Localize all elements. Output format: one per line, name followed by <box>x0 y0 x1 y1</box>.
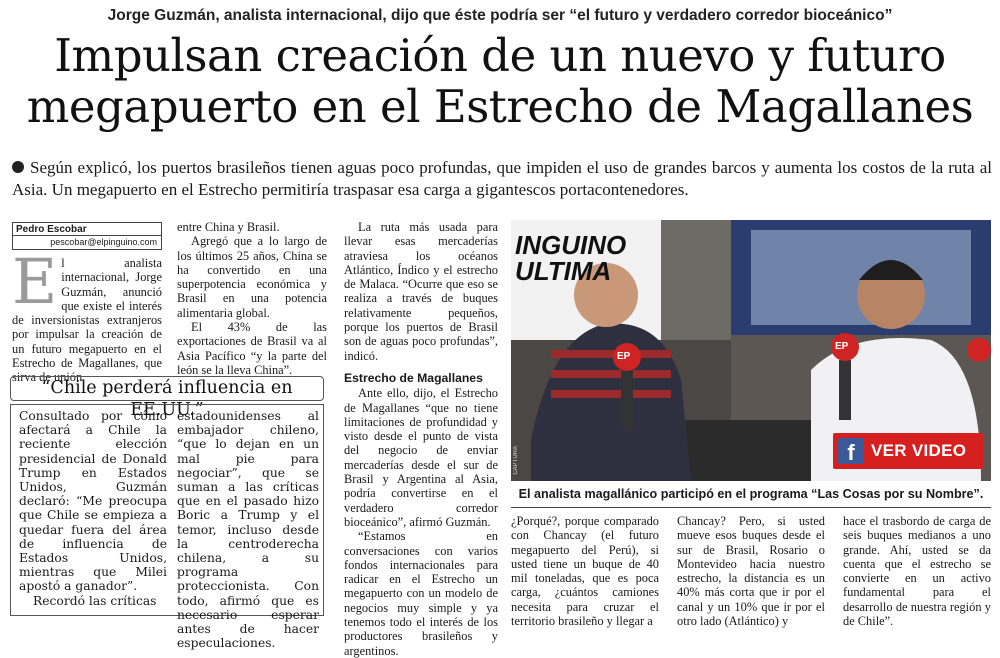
author-name: Pedro Escobar <box>13 223 161 236</box>
sidebar-box-column-left <box>19 409 167 608</box>
ver-video-button[interactable] <box>833 433 983 469</box>
interview-photo <box>511 220 991 481</box>
section-subhead: Estrecho de Magallanes <box>344 370 483 385</box>
photo-caption: El analista magallánico participó en el programa “Las Cosas por su Nombre”. <box>518 487 984 501</box>
wall-sign-line-1: INGUINO <box>515 230 627 260</box>
lead-summary-text: Según explicó, los puertos brasileños tienen aguas poco profundas, que impiden el uso de grandes barcos y aumenta los costos de la ruta al Asia. Un megapuerto en el Estrecho permitiría traspasar esa carga a gigantescos portacontenedores. <box>12 158 992 199</box>
microphone-label: EP <box>617 351 631 362</box>
photo-credit-label: CAPTURA <box>513 446 519 475</box>
bullet-icon <box>12 161 24 173</box>
bottom-column-text: Chancay? Pero, si usted mueve esos buques desde el sur de Brasil, Rosario o Montevideo hacia nuestro estrecho, la distancia es un 40% más corta que ir por el canal y un 10% que ir por el otro lado (Atlántico) y <box>677 514 825 629</box>
bottom-column-2 <box>677 514 825 628</box>
lead-summary <box>12 157 992 201</box>
bottom-column-text: hace el trasbordo de carga de seis buques medianos a uno grande. Ahí, usted se da cuenta que el estrecho se convierte en un activo fundamental para el desarrollo de nuestra región y de Chile”. <box>843 514 991 629</box>
headline-line-1: Impulsan creación de un nuevo y futuro <box>54 29 946 82</box>
sidebar-box-paragraph: Recordó las críticas <box>33 593 157 608</box>
author-email: pescobar@elpinguino.com <box>50 237 157 247</box>
article-column-1 <box>12 245 162 385</box>
article-column-2 <box>177 220 327 377</box>
ver-video-label: VER VIDEO <box>871 441 967 460</box>
wall-sign <box>515 232 665 284</box>
microphone-label: EP <box>835 341 849 352</box>
column-2-paragraph: entre China y Brasil. <box>177 220 280 234</box>
column-2-paragraph: El 43% de las exportaciones de Brasil va al Asia Pacífico “y la parte del león se la lleva China”. <box>177 320 327 377</box>
bottom-column-text: ¿Porqué?, porque comparado con Chancay (el futuro megapuerto del Perú), si usted tiene un buque de 40 mil toneladas, que es poca carga, ¿cuántos camiones necesita para cruzar el territorio brasileño y llegar a <box>511 514 659 629</box>
headline <box>10 30 990 132</box>
article-column-3 <box>344 220 498 658</box>
headline-line-2: megapuerto en el Estrecho de Magallanes <box>26 80 974 133</box>
sidebar-box-paragraph: estadounidenses al embajador chileno, “que lo dejan en un mal pie para negociar”, que se suman a las críticas que en el pasado hizo Boric a Trump y el temor, incluso desde la centroderecha chilena, a su programa proteccionista. Con todo, afirmó que es necesario esperar antes de hacer especulaciones. <box>177 409 319 651</box>
sidebar-box-title: “Chile perderá influencia en EE.UU.” <box>10 376 324 401</box>
facebook-icon: f <box>838 438 864 464</box>
drop-cap: E <box>12 245 58 318</box>
bottom-column-3 <box>843 514 991 628</box>
sidebar-box-paragraph: Consultado por cómo afectará a Chile la reciente elección presidencial de Donald Trump en Estados Unidos, Guzmán declaró: “Me preocupa que Chile se empieza a quedar fuera del área de influencia de Estados Unidos, mientras que Milei apostó a ganador”. <box>19 409 167 594</box>
column-3-paragraph: “Estamos en conversaciones con varios fondos internacionales para radicar en el Estrecho un megapuerto con un modelo de negocios muy simple y ya tenemos todo el interés de los productores brasileños y argentinos. <box>344 529 498 658</box>
column-1-text: l analista internacional, Jorge Guzmán, anunció que existe el interés de inversionistas extranjeros por impulsar la creación de un futuro megapuerto en el Estrecho de Magallanes, que sirva de unión <box>12 256 162 385</box>
bottom-column-1 <box>511 514 659 628</box>
column-3-paragraph: La ruta más usada para llevar esas mercaderías atraviesa los océanos Atlántico, Índico y el estrecho de Malaca. “Ocurre que eso se realiza a través de buques relativamente pequeños, porque los puertos de Brasil son de aguas poco profundas”, indicó. <box>344 220 498 363</box>
caption-divider <box>511 507 991 508</box>
column-2-paragraph: Agregó que a lo largo de los últimos 25 años, China se ha convertido en una superpotencia económica y Brasil en una potencia alimentaria global. <box>177 234 327 320</box>
sidebar-box <box>10 404 324 651</box>
column-3-paragraph: Ante ello, dijo, el Estrecho de Magallanes “que no tiene limitaciones de profundidad y visto desde el punto de vista del negocio de enviar mercaderías desde el sur de Brasil y Argentina al Asia, podría convertirse en el verdadero corredor bioceánico”, afirmó Guzmán. <box>344 386 498 529</box>
kicker: Jorge Guzmán, analista internacional, dijo que éste podría ser “el futuro y verdadero corredor bioceánico” <box>107 7 893 24</box>
sidebar-box-column-right <box>177 409 319 650</box>
wall-sign-line-2: ULTIMA <box>515 256 612 286</box>
